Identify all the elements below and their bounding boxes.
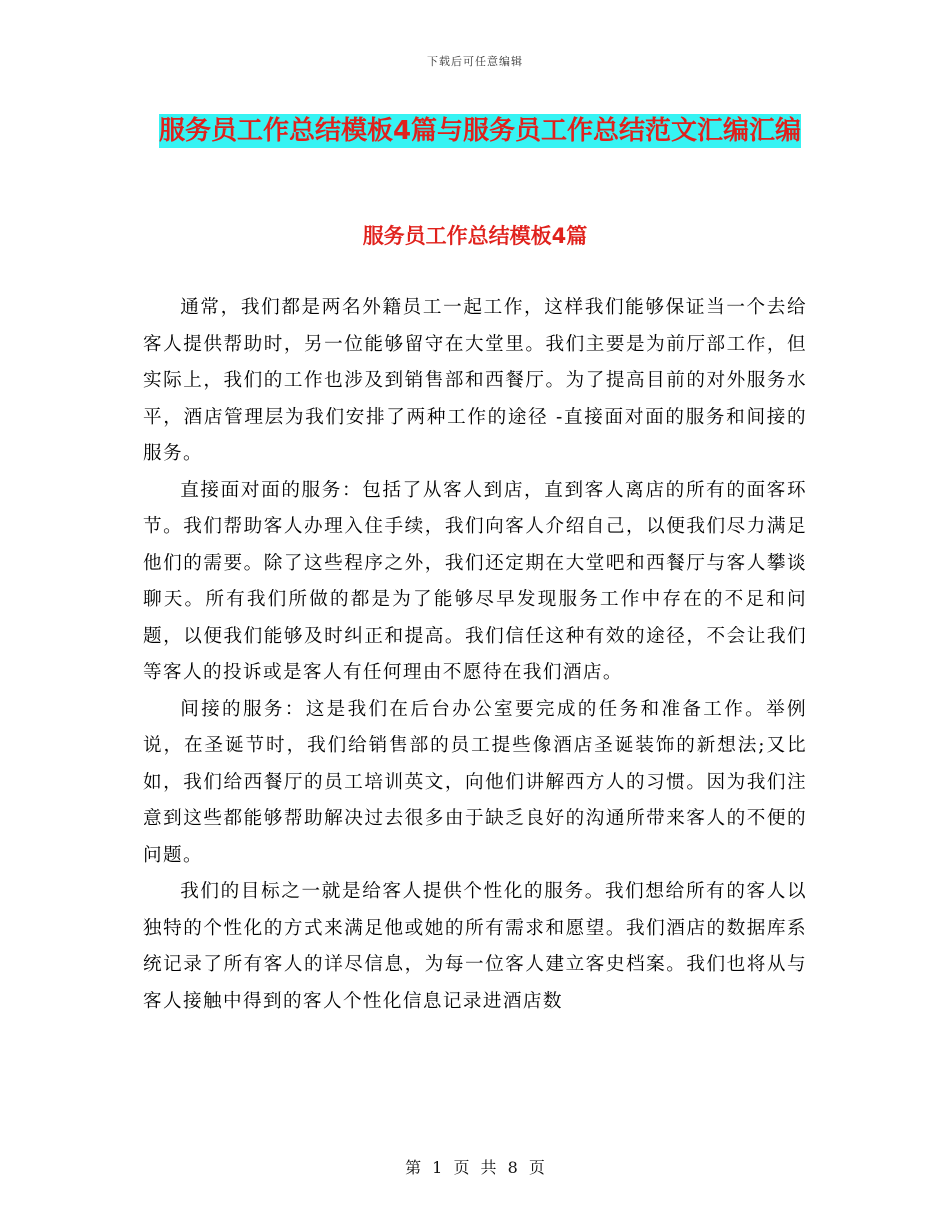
paragraph: 间接的服务：这是我们在后台办公室要完成的任务和准备工作。举例说，在圣诞节时，我们给销售部的员工提些像酒店圣诞装饰的新想法;又比如，我们给西餐厅的员工培训英文，向他们讲解西方人的习惯。因为我们注意到这些都能够帮助解决过去很多由于缺乏良好的沟通所带来客人的不便的问题。 bbox=[143, 698, 807, 866]
page-footer: 第 1 页 共 8 页 bbox=[405, 1158, 545, 1177]
document-title bbox=[140, 108, 820, 154]
paragraph: 直接面对面的服务：包括了从客人到店，直到客人离店的所有的面客环节。我们帮助客人办理入住手续，我们向客人介绍自己，以便我们尽力满足他们的需要。除了这些程序之外，我们还定期在大堂吧和西餐厅与客人攀谈聊天。所有我们所做的都是为了能够尽早发现服务工作中存在的不足和问题，以便我们能够及时纠正和提高。我们信任这种有效的途径，不会让我们等客人的投诉或是客人有任何理由不愿待在我们酒店。 bbox=[143, 479, 807, 683]
document-title-text: 服务员工作总结模板4篇与服务员工作总结范文汇编汇编 bbox=[158, 116, 802, 146]
paragraph: 我们的目标之一就是给客人提供个性化的服务。我们想给所有的客人以独特的个性化的方式来满足他或她的所有需求和愿望。我们酒店的数据库系统记录了所有客人的详尽信息，为每一位客人建立客史档案。我们也将从与客人接触中得到的客人个性化信息记录进酒店数 bbox=[143, 881, 807, 1012]
document-body bbox=[143, 290, 807, 1020]
section-subtitle: 服务员工作总结模板4篇 bbox=[362, 224, 588, 248]
header-note: 下载后可任意编辑 bbox=[427, 55, 523, 68]
paragraph: 通常，我们都是两名外籍员工一起工作，这样我们能够保证当一个去给客人提供帮助时，另一位能够留守在大堂里。我们主要是为前厅部工作，但实际上，我们的工作也涉及到销售部和西餐厅。为了提高目前的对外服务水平，酒店管理层为我们安排了两种工作的途径 -直接面对面的服务和间接的服务。 bbox=[143, 297, 807, 464]
